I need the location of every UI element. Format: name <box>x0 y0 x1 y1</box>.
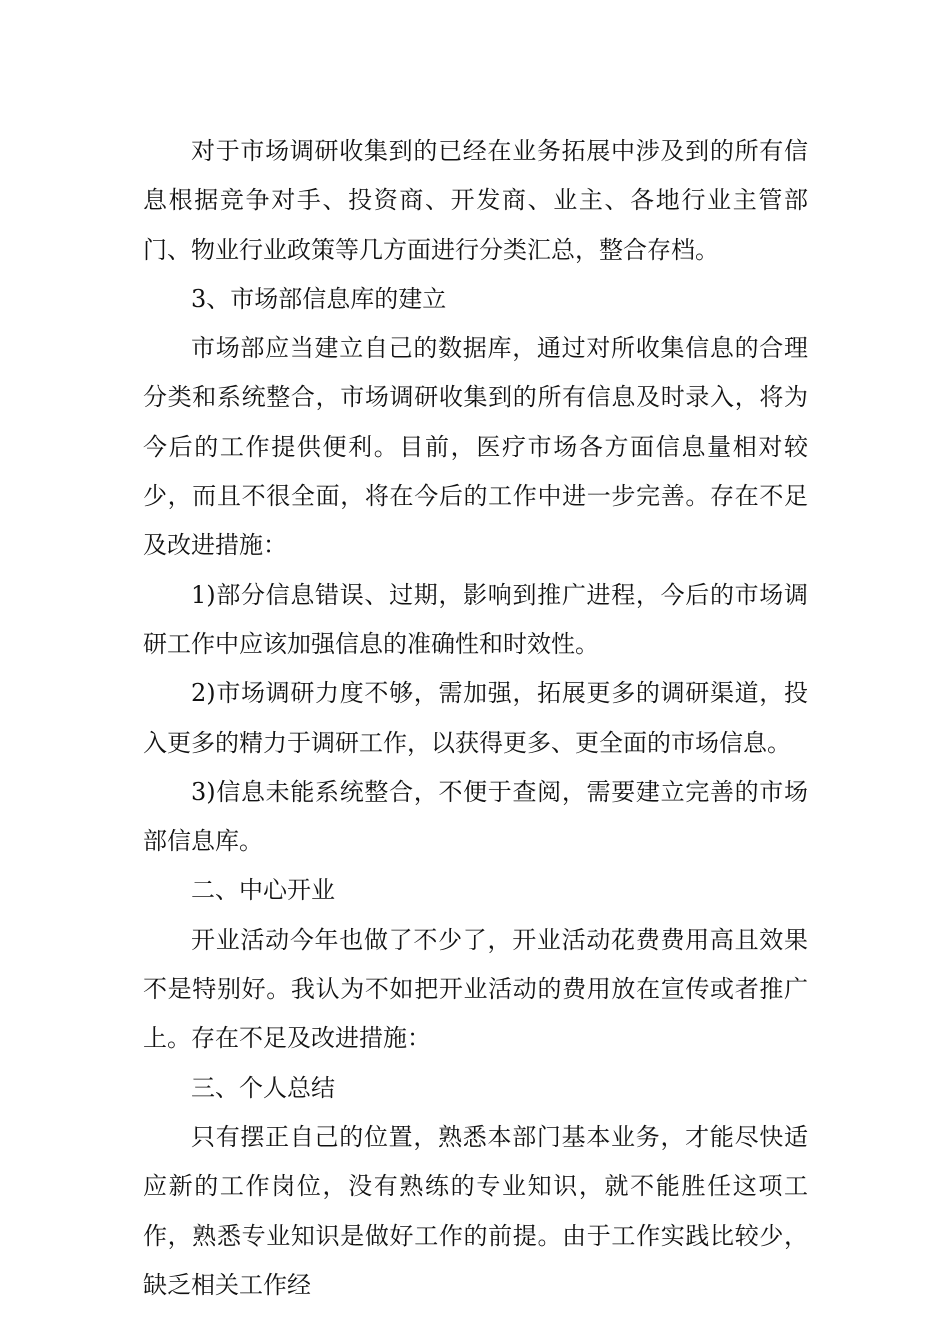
list-item-improvement-1: 1)部分信息错误、过期，影响到推广进程，今后的市场调研工作中应该加强信息的准确性和时效性。 <box>143 580 808 658</box>
paragraph-opening-activities: 开业活动今年也做了不少了，开业活动花费费用高且效果不是特别好。我认为不如把开业活动的费用放在宣传或者推广上。存在不足及改进措施： <box>143 925 808 1053</box>
paragraph-database-building: 市场部应当建立自己的数据库，通过对所收集信息的合理分类和系统整合，市场调研收集到的所有信息及时录入，将为今后的工作提供便利。目前，医疗市场各方面信息量相对较少，而且不很全面，将在今后的工作中进一步完善。存在不足及改进措施： <box>143 334 808 560</box>
paragraph-info-classification: 对于市场调研收集到的已经在业务拓展中涉及到的所有信息根据竞争对手、投资商、开发商、业主、各地行业主管部门、物业行业政策等几方面进行分类汇总，整合存档。 <box>143 137 808 264</box>
heading-personal-summary: 三、个人总结 <box>191 1073 335 1102</box>
list-item-improvement-3: 3)信息未能系统整合，不便于查阅，需要建立完善的市场部信息库。 <box>143 777 808 856</box>
list-item-improvement-2: 2)市场调研力度不够，需加强，拓展更多的调研渠道，投入更多的精力于调研工作，以获得更多、更全面的市场信息。 <box>143 679 808 757</box>
heading-market-database: 3、市场部信息库的建立 <box>191 284 447 313</box>
paragraph-personal-summary: 只有摆正自己的位置，熟悉本部门基本业务，才能尽快适应新的工作岗位，没有熟练的专业知识，就不能胜任这项工作，熟悉专业知识是做好工作的前提。由于工作实践比较少，缺乏相关工作经 <box>143 1122 808 1299</box>
heading-center-opening: 二、中心开业 <box>191 876 335 905</box>
document-body <box>143 127 808 1310</box>
